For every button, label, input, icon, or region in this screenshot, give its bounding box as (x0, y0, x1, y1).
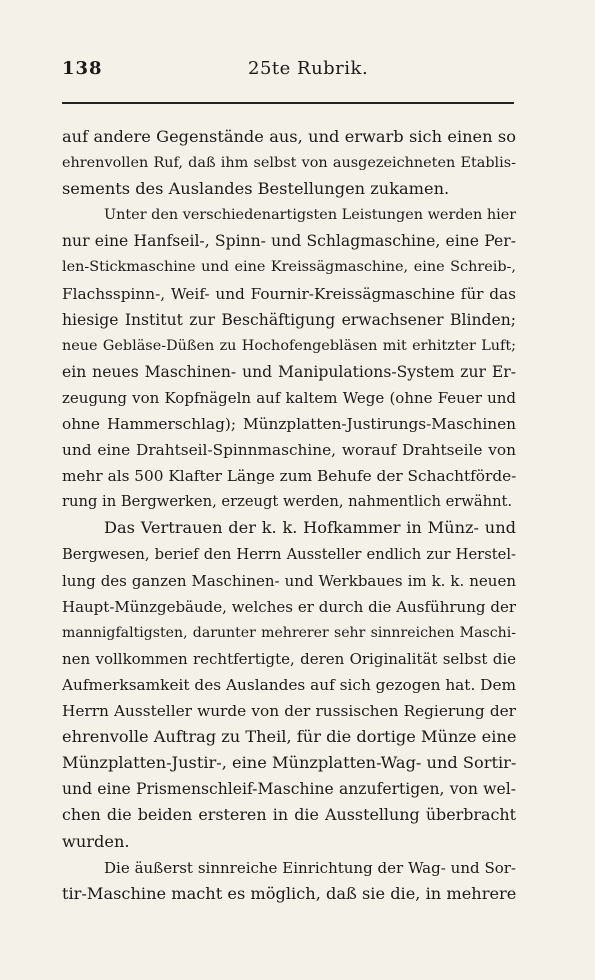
text-line: lung des ganzen Maschinen- und Werkbaues im k. k. neuen (62, 571, 516, 590)
text-line: neue Gebläse-Düßen zu Hochofengebläsen mit erhitzter Luft; (62, 337, 516, 354)
text-line: ehrenvollen Ruf, daß ihm selbst von ausgezeichneten Etablis- (62, 155, 516, 172)
text-line: wurden. (62, 831, 130, 851)
text-line: hiesige Institut zur Beschäftigung erwachsener Blinden; (62, 310, 516, 329)
text-line: auf andere Gegenstände aus, und erwarb sich einen so (62, 127, 516, 146)
text-line: Flachsspinn-, Weif- und Fournir-Kreissägmaschine für das (62, 284, 516, 303)
text-line: sements des Auslandes Bestellungen zukamen. (62, 179, 450, 199)
text-line: Haupt-Münzgebäude, welches er durch die Ausführung der (62, 597, 516, 616)
text-line: rung in Bergwerken, erzeugt werden, nahmentlich erwähnt. (62, 493, 513, 511)
text-line: tir-Maschine macht es möglich, daß sie die, in mehrere (62, 883, 516, 903)
text-line: nen vollkommen rechtfertigte, deren Originalität selbst die (62, 649, 516, 668)
text-line: Das Vertrauen der k. k. Hofkammer in Münz- und (104, 518, 516, 538)
text-line: ein neues Maschinen- und Manipulations-System zur Er- (62, 362, 516, 381)
page-number: 138 (62, 58, 103, 79)
text-line: Herrn Aussteller wurde von der russischen Regierung der (62, 702, 516, 721)
text-line: ohne Hammerschlag); Münzplatten-Justirungs-Maschinen (62, 415, 516, 434)
body-text (62, 124, 516, 907)
text-line: mannigfaltigsten, darunter mehrerer sehr sinnreichen Maschi- (62, 624, 516, 641)
text-line: len-Stickmaschine und eine Kreissägmaschine, eine Schreib-, (62, 259, 516, 276)
header-rule (62, 102, 514, 104)
text-line: Unter den verschiedenartigsten Leistungen werden hier (104, 207, 516, 224)
text-line: und eine Prismenschleif-Maschine anzufertigen, von wel- (62, 780, 516, 799)
text-line: zeugung von Kopfnägeln auf kaltem Wege (ohne Feuer und (62, 388, 516, 407)
text-line: Bergwesen, berief den Herrn Aussteller endlich zur Herstel- (62, 545, 516, 563)
page-header (62, 58, 522, 88)
text-line: und eine Drahtseil-Spinnmaschine, worauf Drahtseile von (62, 441, 516, 460)
text-line: Münzplatten-Justir-, eine Münzplatten-Wag- und Sortir- (62, 753, 516, 773)
text-line: chen die beiden ersteren in die Ausstellung überbracht (62, 805, 516, 825)
text-line: Aufmerksamkeit des Auslandes auf sich gezogen hat. Dem (62, 675, 516, 694)
text-line: nur eine Hanfseil-, Spinn- und Schlagmaschine, eine Per- (62, 232, 516, 251)
text-line: Die äußerst sinnreiche Einrichtung der Wag- und Sor- (104, 858, 516, 877)
text-line: ehrenvolle Auftrag zu Theil, für die dortige Münze eine (62, 727, 516, 747)
text-line: mehr als 500 Klafter Länge zum Behufe der Schachtförde- (62, 467, 516, 486)
running-title: 25te Rubrik. (248, 58, 369, 79)
